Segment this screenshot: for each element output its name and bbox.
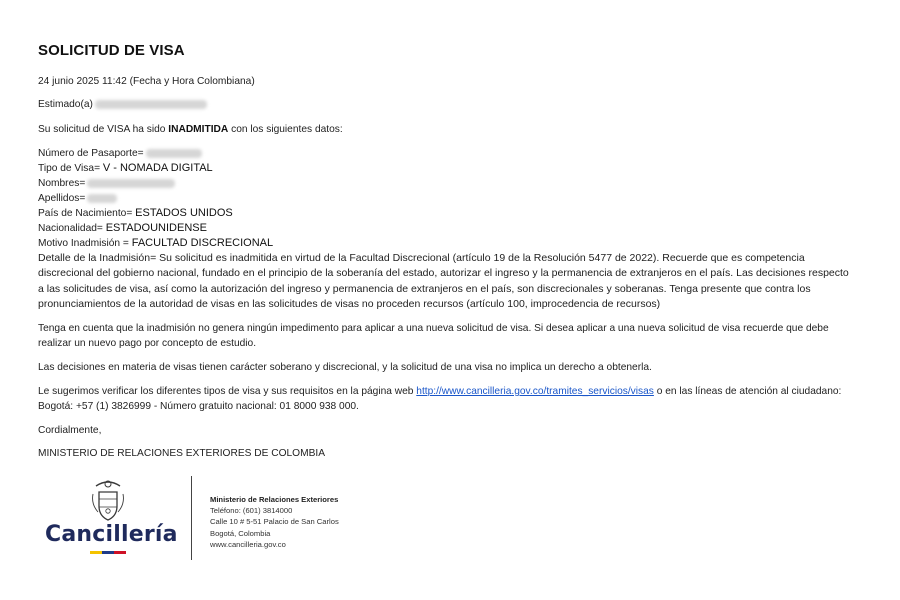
org-web: www.cancilleria.gov.co	[210, 539, 286, 549]
flag-yellow	[90, 551, 102, 554]
detail-paragraph: Detalle de la Inadmisión= Su solicitud es inadmitida en virtud de la Facultad Discrecional (artículo 19 de la Resolución 5477 de 2022). Recuerde que es competencia discrecional del gobierno nacional, fundado en el principio de la soberanía del estado, autorizar el ingreso y la permanencia de extranjeros en el país. Las decisiones respecto a las solicitudes de visa, así como la autorización del ingreso y permanencia de extranjeros en el país, son discrecionales y soberanas. Tenga presente que contra los pronunciamientos de la autoridad de visas en las solicitudes de visas no proceden recursos (artículo 100, improcedencia de recursos)	[38, 252, 849, 310]
flag-stripe	[90, 551, 126, 554]
footer-divider	[191, 476, 192, 560]
org-address: Calle 10 # 5-51 Palacio de San Carlos	[210, 517, 339, 527]
intro-line	[38, 122, 853, 137]
signature-line: MINISTERIO DE RELACIONES EXTERIORES DE COLOMBIA	[38, 448, 326, 459]
org-name: Ministerio de Relaciones Exteriores	[210, 495, 339, 504]
field-value: ESTADOUNIDENSE	[105, 222, 207, 234]
field-label: Apellidos=	[38, 193, 86, 204]
page-title: SOLICITUD DE VISA	[38, 42, 185, 59]
redacted-name	[95, 100, 207, 109]
visas-link[interactable]: http://www.cancilleria.gov.co/tramites_servicios/visas	[416, 386, 654, 397]
intro-prefix: Su solicitud de VISA ha sido	[38, 124, 166, 135]
greeting-label: Estimado(a)	[38, 99, 93, 110]
new-application-paragraph: Tenga en cuenta que la inadmisión no genera ningún impedimento para aplicar a una nueva solicitud de visa. Si desea aplicar a una nueva solicitud de visa recuerde que debe realizar un nuevo pago por concepto de estudio.	[38, 323, 829, 350]
coat-of-arms-icon	[90, 478, 126, 522]
sovereign-paragraph: Las decisiones en materia de visas tienen carácter soberano y discrecional, y la solicitud de una visa no implica un derecho a obtenerla.	[38, 362, 652, 373]
footer-logo-block	[40, 474, 380, 564]
field-label: Nacionalidad=	[38, 223, 103, 234]
field-visa-type	[38, 161, 853, 176]
field-label: Motivo Inadmisión =	[38, 238, 129, 249]
date-line: 24 junio 2025 11:42 (Fecha y Hora Colombiana)	[38, 76, 255, 87]
suggestion-prefix: Le sugerimos verificar los diferentes tipos de visa y sus requisitos en la página web	[38, 386, 414, 397]
field-label: Número de Pasaporte=	[38, 148, 144, 159]
field-value: ESTADOS UNIDOS	[135, 207, 233, 219]
status-inadmitida: INADMITIDA	[168, 124, 229, 135]
brand-wordmark: Cancillería	[45, 522, 178, 547]
field-passport	[38, 146, 853, 161]
field-label: Nombres=	[38, 178, 86, 189]
field-label: Tipo de Visa=	[38, 163, 101, 174]
org-city: Bogotá, Colombia	[210, 528, 271, 538]
suggestion-paragraph	[38, 384, 853, 415]
redacted-passport	[146, 149, 202, 158]
field-value: V - NOMADA DIGITAL	[102, 162, 213, 174]
redacted-surnames	[87, 194, 117, 203]
field-nationality	[38, 221, 853, 236]
field-birth-country	[38, 206, 853, 221]
org-contact	[210, 494, 339, 550]
flag-red	[114, 551, 126, 554]
field-reason	[38, 236, 853, 251]
greeting-line	[38, 97, 853, 112]
field-label: País de Nacimiento=	[38, 208, 133, 219]
suggestion-suffix: o en las líneas de atención al ciudadano: Bogotá: +57 (1) 3826999 - Número gratuito nacional: 01 8000 938 000.	[38, 386, 842, 413]
closing-line: Cordialmente,	[38, 425, 102, 436]
org-phone: Teléfono: (601) 3814000	[210, 506, 293, 516]
redacted-names	[87, 179, 175, 188]
intro-suffix: con los siguientes datos:	[231, 124, 343, 135]
field-names	[38, 176, 853, 191]
field-value: FACULTAD DISCRECIONAL	[131, 237, 274, 249]
flag-blue	[102, 551, 114, 554]
field-surnames	[38, 191, 853, 206]
